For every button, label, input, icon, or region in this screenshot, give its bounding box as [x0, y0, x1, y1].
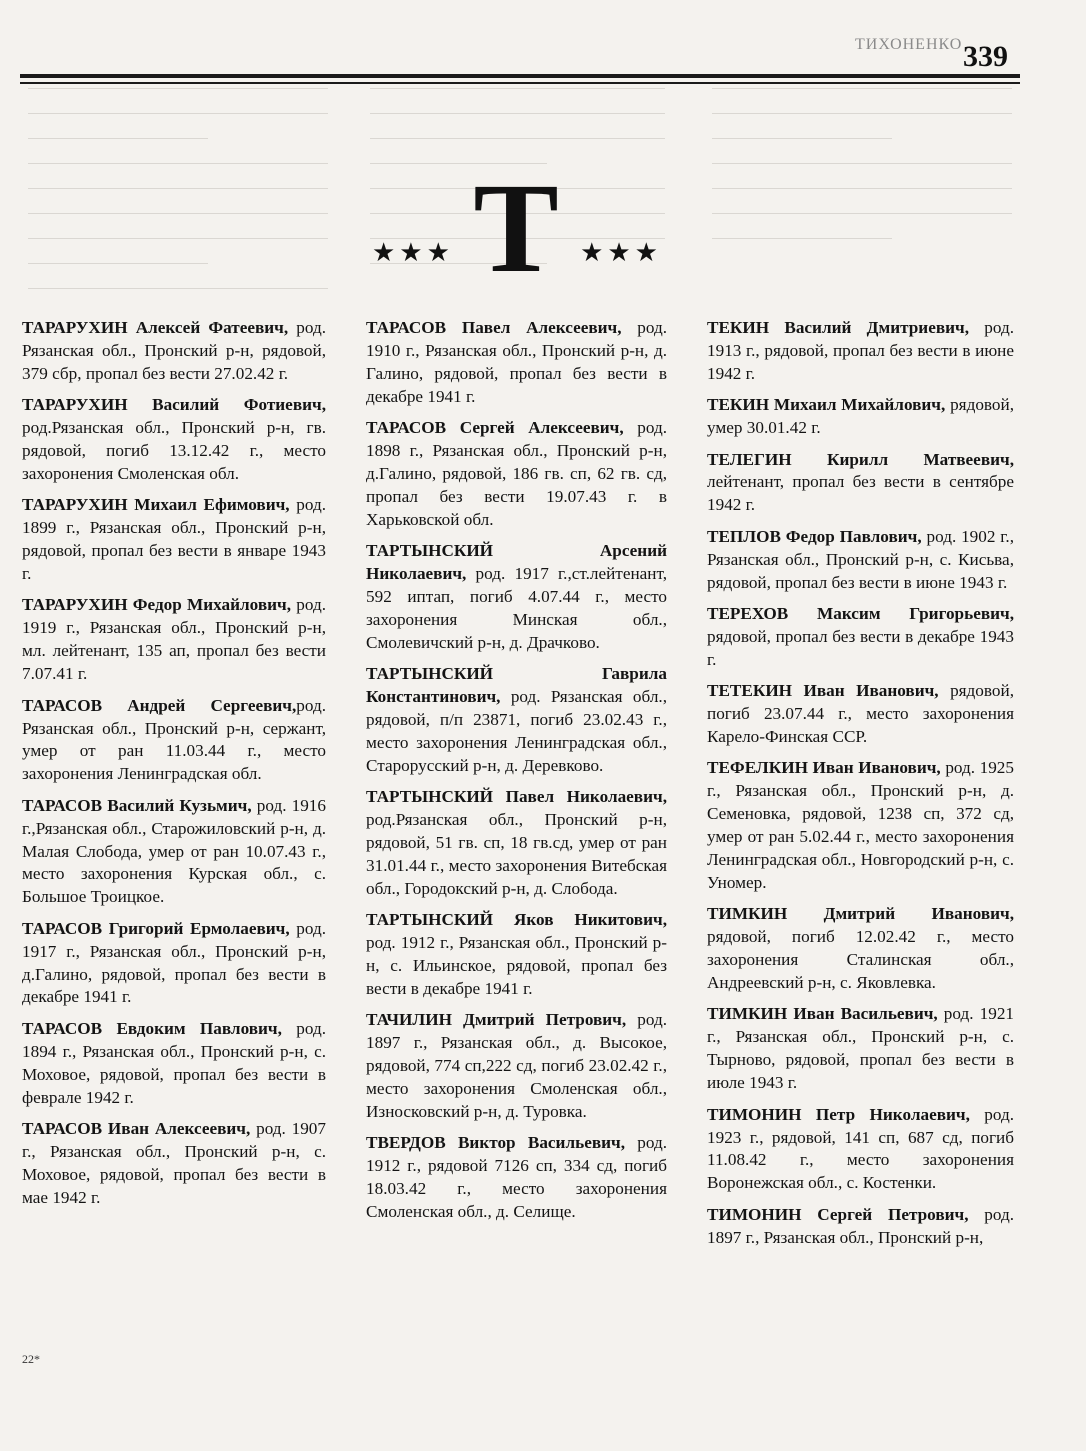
entry-text: род. Рязанская обл., Пронский р-н, рядовой, 379 сбр, пропал без вести 27.02.42 г.	[22, 318, 326, 383]
entry	[707, 449, 1014, 518]
entry-text: род. 1921 г., Рязанская обл., Пронский р-н, с. Тырново, рядовой, пропал без вести в июле 1943 г.	[707, 1004, 1015, 1093]
entry-name: ТАРАСОВ Григорий Ермолаевич,	[22, 918, 290, 938]
entry-name: ТАЧИЛИН Дмитрий Петрович,	[366, 1010, 627, 1030]
entry	[707, 394, 1014, 440]
entry	[707, 1104, 1014, 1196]
entry-text: род. Рязанская обл., Пронский р-н, сержант, умер от ран 11.03.44 г., место захоронения Ленинградская обл.	[22, 695, 326, 784]
entry-name: ТИМОНИН Сергей Петрович,	[707, 1204, 969, 1224]
entry-name: ТВЕРДОВ Виктор Васильевич,	[366, 1133, 625, 1153]
entry-text: род. 1916 г.,Рязанская обл., Старожиловский р-н, д. Малая Слобода, умер от ран 10.07.43 г., место захоронения Курская обл., с. Большое Троицкое.	[22, 795, 326, 907]
entry	[22, 795, 326, 910]
column-2	[366, 317, 667, 1233]
entry-text: род. 1910 г., Рязанская обл., Пронский р-н, д. Галино, рядовой, пропал без вести в декабре 1941 г.	[366, 318, 667, 406]
bleed-through-right	[712, 88, 1012, 288]
entry	[366, 786, 667, 901]
entry	[366, 1009, 667, 1124]
entry-name: ТИМКИН Дмитрий Иванович,	[707, 904, 1014, 924]
entry-name: ТЕТЕКИН Иван Иванович,	[707, 681, 939, 701]
entry	[22, 695, 326, 787]
entry-text: род. 1912 г., Рязанская обл., Пронский р-н, с. Ильинское, рядовой, пропал без вести в декабре 1941 г.	[366, 933, 667, 998]
entry-text: род. 1898 г., Рязанская обл., Пронский р-н, д.Галино, рядовой, 186 гв. сп, 62 гв. сд, пропал без вести 19.07.43 г. в Харьковской обл.	[366, 418, 668, 529]
entry-text: род. Рязанская обл., рядовой, п/п 23871, погиб 23.02.43 г., место захоронения Ленинградская обл., Старорусский р-н, д. Деревково.	[366, 687, 667, 775]
stars-left: ★★★	[372, 238, 454, 267]
entry-name: ТЕФЕЛКИН Иван Иванович,	[707, 758, 941, 778]
entry-text: рядовой, погиб 12.02.42 г., место захоронения Сталинская обл., Андреевский р-н, с. Яковлевка.	[707, 927, 1014, 993]
entry-name: ТАРАРУХИН Василий Фотиевич,	[22, 395, 326, 415]
entry	[366, 663, 667, 778]
page-number: 339	[963, 40, 1008, 73]
entry-name: ТАРТЫНСКИЙ Гаврила Константинович,	[366, 664, 667, 707]
entry	[707, 757, 1014, 894]
entry-text: род. 1902 г., Рязанская обл., Пронский р-н, с. Кисьва, рядовой, пропал без вести в июне 1943 г.	[707, 526, 1015, 592]
entry-text: род. 1919 г., Рязанская обл., Пронский р-н, мл. лейтенант, 135 ап, пропал без вести 7.07.41 г.	[22, 595, 326, 684]
entry-text: род.Рязанская обл., Пронский р-н, рядовой, 51 гв. сп, 18 гв.сд, умер от ран 31.01.44 г., место захоронения Витебская обл., Городокский р-н, д. Слобода.	[366, 810, 667, 898]
entry-text: род. 1925 г., Рязанская обл., Пронский р-н, д. Семеновка, рядовой, 1238 сп, 372 сд, умер от ран 5.02.44 г., место захоронения Ленинградская обл., Новгородский р-н, с. Уномер.	[707, 758, 1014, 892]
entry	[707, 526, 1014, 595]
entry-text: род. 1912 г., рядовой 7126 сп, 334 сд, погиб 18.03.42 г., место захоронения Смоленская обл., д. Селище.	[366, 1133, 667, 1222]
entry-text: род. 1917 г.,ст.лейтенант, 592 иптап, погиб 4.07.44 г., место захоронения Минская обл., Смолевичский р-н, д. Драчково.	[366, 564, 667, 652]
entry-name: ТИМКИН Иван Васильевич,	[707, 1004, 938, 1024]
entry-name: ТАРТЫНСКИЙ Арсений Николаевич,	[366, 541, 667, 584]
entry-text: лейтенант, пропал без вести в сентябре 1942 г.	[707, 472, 1014, 515]
entry-name: ТЕПЛОВ Федор Павлович,	[707, 526, 922, 546]
entry-name: ТАРТЫНСКИЙ Павел Николаевич,	[366, 787, 667, 807]
entry	[22, 918, 326, 1010]
running-head: ТИХОНЕНКО	[855, 36, 963, 53]
column-3	[707, 317, 1014, 1258]
entry-text: рядовой, умер 30.01.42 г.	[707, 395, 1014, 438]
entry-name: ТАРАСОВ Евдоким Павлович,	[22, 1018, 282, 1038]
entry-text: род. 1899 г., Рязанская обл., Пронский р-н, рядовой, пропал без вести в январе 1943 г.	[22, 495, 327, 584]
entry	[707, 1204, 1014, 1250]
entry	[707, 317, 1014, 386]
entry	[707, 1003, 1014, 1095]
header-rule-thick	[20, 74, 1020, 78]
bleed-through-left	[28, 88, 328, 318]
entry-name: ТАРАСОВ Василий Кузьмич,	[22, 795, 252, 815]
entry-name: ТЕКИН Михаил Михайлович,	[707, 395, 946, 415]
stars-right: ★★★	[580, 238, 662, 267]
entry-name: ТЕРЕХОВ Максим Григорьевич,	[707, 603, 1014, 623]
header-rule-thin	[20, 82, 1020, 84]
entry-name: ТЕКИН Василий Дмитриевич,	[707, 318, 970, 337]
entry	[366, 540, 667, 655]
entry-text: рядовой, пропал без вести в декабре 1943 г.	[707, 626, 1014, 669]
column-1	[22, 317, 326, 1218]
entry-text: род. 1923 г., рядовой, 141 сп, 687 сд, погиб 11.08.42 г., место захоронения Воронежская обл., с. Костенки.	[707, 1104, 1014, 1193]
entry-name: ТАРАРУХИН Михаил Ефимович,	[22, 495, 290, 515]
entry-text: род. 1907 г., Рязанская обл., Пронский р-н, с. Моховое, рядовой, пропал без вести в мае 1942 г.	[22, 1119, 326, 1207]
entry	[22, 1018, 326, 1110]
entry-text: род. 1913 г., рядовой, пропал без вести в июне 1942 г.	[707, 318, 1014, 383]
entry-name: ТАРАСОВ Иван Алексеевич,	[22, 1119, 251, 1138]
entry	[22, 594, 326, 686]
entry	[707, 603, 1014, 672]
entry-name: ТАРАСОВ Павел Алексеевич,	[366, 318, 622, 337]
entry-text: род. 1897 г., Рязанская обл., д. Высокое, рядовой, 774 сп,222 сд, погиб 23.02.42 г., место захоронения Смоленская обл., Износковский р-н, д. Туровка.	[366, 1010, 667, 1121]
entry	[22, 317, 326, 386]
section-letter: Т	[473, 157, 559, 299]
entry-name: ТАРАСОВ Сергей Алексеевич,	[366, 418, 624, 438]
entry-text: род.Рязанская обл., Пронский р-н, гв. рядовой, погиб 13.12.42 г., место захоронения Смоленская обл.	[22, 418, 326, 483]
entry	[366, 317, 667, 409]
signature-mark: 22*	[22, 1352, 40, 1366]
entry	[366, 1132, 667, 1224]
entry	[22, 1118, 326, 1210]
entry-text: рядовой, погиб 23.07.44 г., место захоронения Карело-Финская ССР.	[707, 681, 1014, 746]
entry	[707, 903, 1014, 995]
entry	[22, 494, 326, 586]
entry	[707, 680, 1014, 749]
entry-name: ТАРАСОВ Андрей Сергеевич,	[22, 695, 297, 715]
entry-name: ТАРТЫНСКИЙ Яков Никитович,	[366, 910, 667, 930]
entry-text: род. 1917 г., Рязанская обл., Пронский р-н, д.Галино, рядовой, пропал без вести в декабре 1941 г.	[22, 918, 327, 1007]
entry	[366, 909, 667, 1001]
entry	[366, 417, 667, 532]
section-letter-block	[370, 157, 662, 299]
entry-text: род. 1894 г., Рязанская обл., Пронский р-н, с. Моховое, рядовой, пропал без вести в феврале 1942 г.	[22, 1018, 326, 1107]
entry-name: ТИМОНИН Петр Николаевич,	[707, 1104, 970, 1124]
entry	[22, 394, 326, 486]
entry-text: род. 1897 г., Рязанская обл., Пронский р-н,	[707, 1204, 1014, 1247]
entry-name: ТАРАРУХИН Алексей Фатеевич,	[22, 318, 289, 337]
entry-name: ТЕЛЕГИН Кирилл Матвеевич,	[707, 449, 1014, 469]
entry-name: ТАРАРУХИН Федор Михайлович,	[22, 595, 292, 615]
